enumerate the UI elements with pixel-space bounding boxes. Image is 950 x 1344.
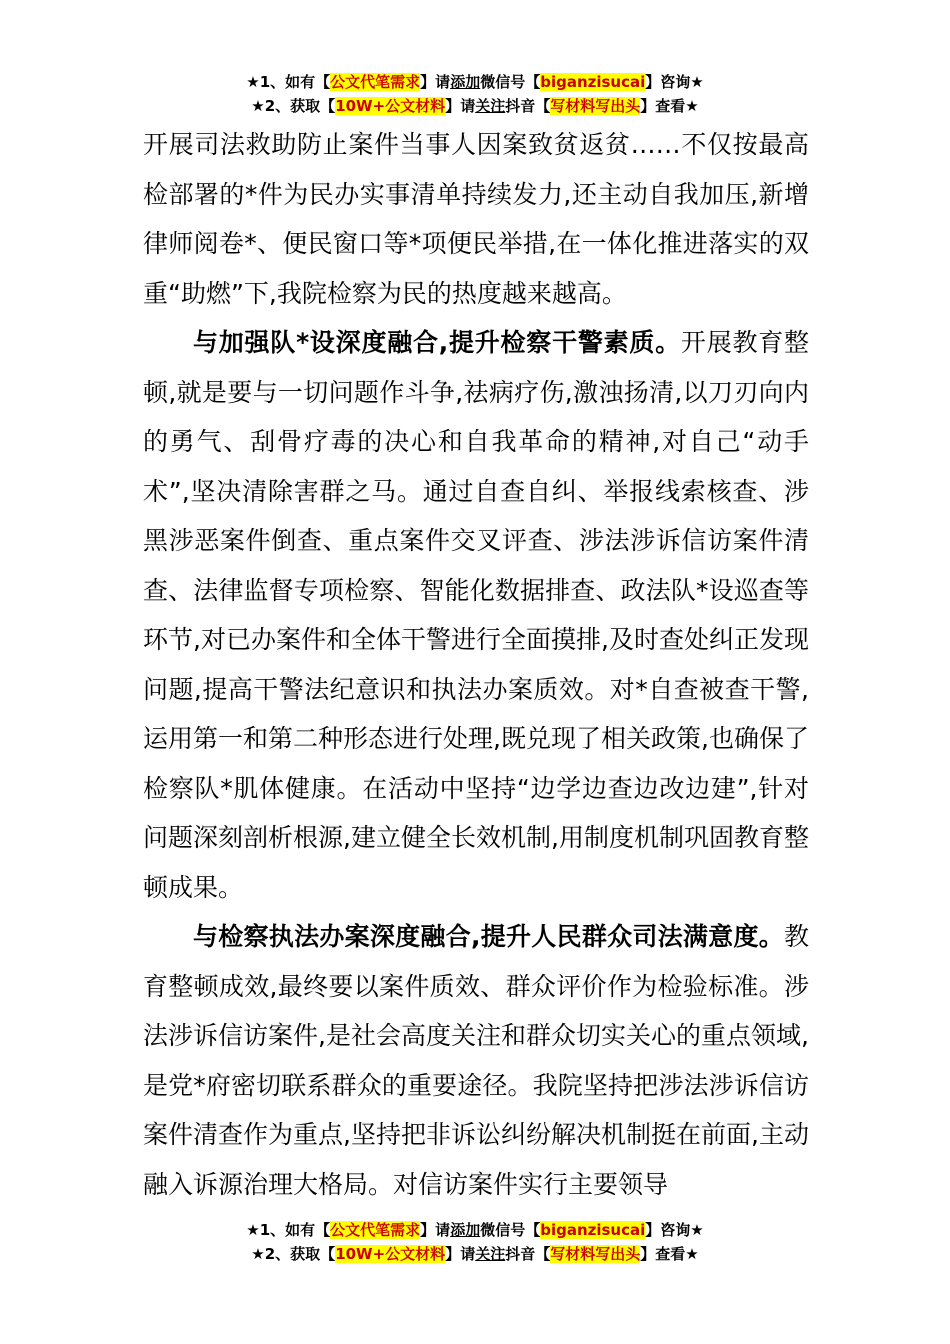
paragraph-2-heading: 与加强队*设深度融合,提升检察干警素质。 xyxy=(193,328,681,357)
banner-text: ★2、获取【 xyxy=(251,97,336,115)
banner-line-2 xyxy=(0,94,950,118)
banner-text: 】请 xyxy=(445,97,476,115)
document-body xyxy=(143,120,809,1209)
paragraph-1: 开展司法救助防止案件当事人因案致贫返贫……不仅按最高检部署的*件为民办实事清单持续发力,还主动自我加压,新增律师阅卷*、便民窗口等*项便民举措,在一体化推进落实的双重“助燃”下,我院检察为民的热度越来越高。 xyxy=(143,130,809,308)
footer-banner xyxy=(0,1218,950,1266)
banner-wechat-id: biganzisucai xyxy=(540,1221,646,1239)
banner-douyin-id: 写材料写出头 xyxy=(550,97,641,115)
banner-underlined: 关注 xyxy=(475,97,506,115)
paragraph-3 xyxy=(143,912,809,1209)
banner-highlight: 公文代笔需求 xyxy=(330,73,421,91)
banner-underlined: 关注 xyxy=(475,1245,506,1263)
banner-highlight: 公文代笔需求 xyxy=(330,1221,421,1239)
paragraph-3-body: 教育整顿成效,最终要以案件质效、群众评价作为检验标准。涉法涉诉信访案件,是社会高度关注和群众切实关心的重点领域,是党*府密切联系群众的重要途径。我院坚持把涉法涉诉信访案件清查作为重点,坚持把非诉讼纠纷解决机制挺在前面,主动融入诉源治理大格局。对信访案件实行主要领导 xyxy=(143,922,809,1199)
banner-highlight: 10W+公文材料 xyxy=(335,1245,446,1263)
banner-text: 】请 xyxy=(420,1221,451,1239)
banner-text: ★2、获取【 xyxy=(251,1245,336,1263)
banner-text: 微信号【 xyxy=(480,1221,541,1239)
paragraph-2-body: 开展教育整顿,就是要与一切问题作斗争,祛病疗伤,激浊扬清,以刀刃向内的勇气、刮骨疗毒的决心和自我革命的精神,对自己“动手术”,坚决清除害群之马。通过自查自纠、举报线索核查、涉黑涉恶案件倒查、重点案件交叉评查、涉法涉诉信访案件清查、法律监督专项检察、智能化数据排查、政法队*设巡查等环节,对已办案件和全体干警进行全面摸排,及时查处纠正发现问题,提高干警法纪意识和执法办案质效。对*自查被查干警,运用第一和第二种形态进行处理,既兑现了相关政策,也确保了检察队*肌体健康。在活动中坚持“边学边查边改边建”,针对问题深刻剖析根源,建立健全长效机制,用制度机制巩固教育整顿成果。 xyxy=(143,328,809,902)
banner-line-2 xyxy=(0,1242,950,1266)
banner-text: 】咨询★ xyxy=(645,73,704,91)
banner-text: 】查看★ xyxy=(640,97,699,115)
banner-wechat-id: biganzisucai xyxy=(540,73,646,91)
banner-underlined: 添加 xyxy=(450,73,481,91)
banner-line-1 xyxy=(0,1218,950,1242)
paragraph-2 xyxy=(143,318,809,912)
banner-text: 】查看★ xyxy=(640,1245,699,1263)
header-banner xyxy=(0,70,950,118)
banner-text: ★1、如有【 xyxy=(246,73,331,91)
banner-text: 】咨询★ xyxy=(645,1221,704,1239)
banner-underlined: 添加 xyxy=(450,1221,481,1239)
banner-text: 微信号【 xyxy=(480,73,541,91)
banner-highlight: 10W+公文材料 xyxy=(335,97,446,115)
banner-text: 】请 xyxy=(420,73,451,91)
paragraph-3-heading: 与检察执法办案深度融合,提升人民群众司法满意度。 xyxy=(193,922,784,951)
banner-douyin-id: 写材料写出头 xyxy=(550,1245,641,1263)
banner-text: 抖音【 xyxy=(505,97,551,115)
banner-line-1 xyxy=(0,70,950,94)
banner-text: 】请 xyxy=(445,1245,476,1263)
banner-text: 抖音【 xyxy=(505,1245,551,1263)
banner-text: ★1、如有【 xyxy=(246,1221,331,1239)
